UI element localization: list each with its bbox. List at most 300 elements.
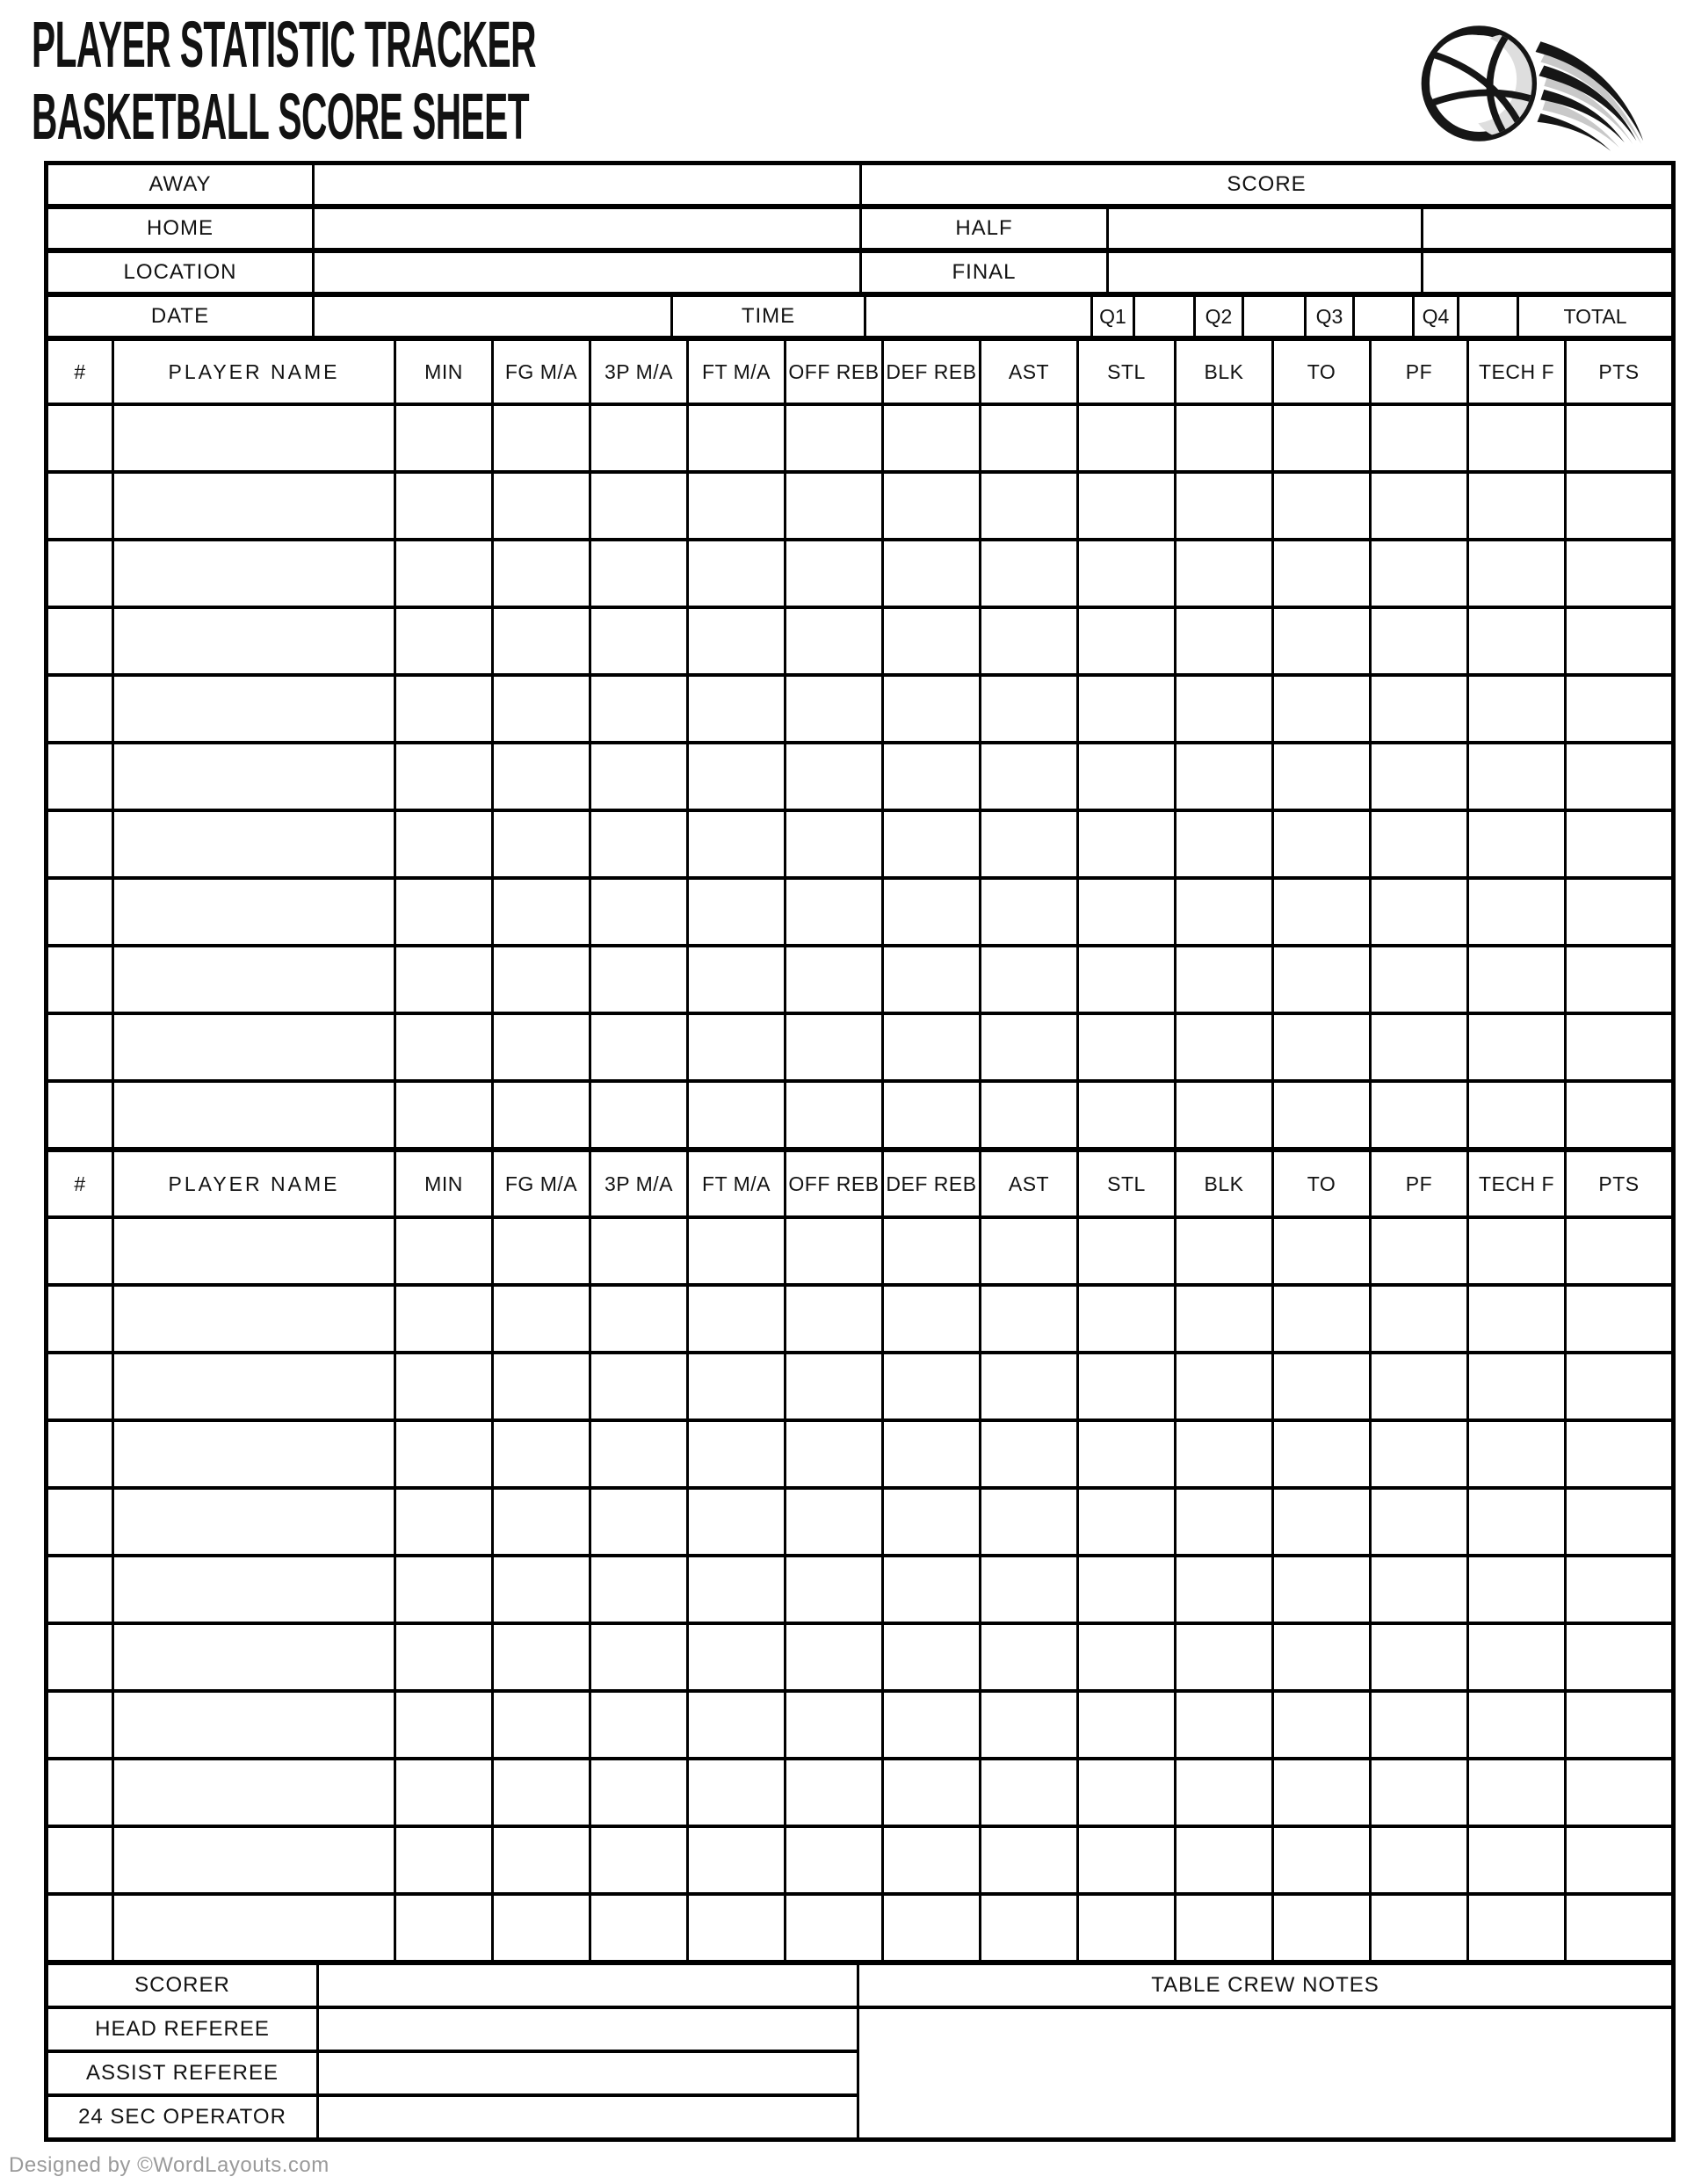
blk-cell[interactable] bbox=[1177, 1422, 1271, 1486]
pf-cell[interactable] bbox=[1372, 1828, 1466, 1892]
min-cell[interactable] bbox=[396, 609, 491, 673]
off-reb-cell[interactable] bbox=[786, 406, 881, 470]
fg-cell[interactable] bbox=[494, 947, 589, 1012]
player-number-cell[interactable] bbox=[48, 677, 112, 741]
tech-f-cell[interactable] bbox=[1469, 1354, 1564, 1419]
fg-cell[interactable] bbox=[494, 1693, 589, 1757]
player-number-cell[interactable] bbox=[48, 541, 112, 606]
player-name-cell[interactable] bbox=[114, 677, 394, 741]
blk-cell[interactable] bbox=[1177, 677, 1271, 741]
ft-cell[interactable] bbox=[689, 1557, 784, 1622]
stl-cell[interactable] bbox=[1079, 1083, 1174, 1147]
ft-cell[interactable] bbox=[689, 880, 784, 944]
3p-cell[interactable] bbox=[591, 1287, 686, 1351]
stl-cell[interactable] bbox=[1079, 541, 1174, 606]
3p-cell[interactable] bbox=[591, 1219, 686, 1283]
off-reb-cell[interactable] bbox=[786, 1015, 881, 1079]
to-cell[interactable] bbox=[1274, 609, 1369, 673]
ast-cell[interactable] bbox=[981, 1490, 1076, 1554]
head-referee-input-cell[interactable] bbox=[319, 2009, 857, 2050]
half-score-home-cell[interactable] bbox=[1423, 209, 1671, 248]
to-cell[interactable] bbox=[1274, 1693, 1369, 1757]
fg-cell[interactable] bbox=[494, 677, 589, 741]
player-name-cell[interactable] bbox=[114, 1083, 394, 1147]
player-name-cell[interactable] bbox=[114, 744, 394, 809]
shot-clock-operator-input-cell[interactable] bbox=[319, 2097, 857, 2137]
fg-cell[interactable] bbox=[494, 474, 589, 538]
player-name-cell[interactable] bbox=[114, 880, 394, 944]
pts-cell[interactable] bbox=[1567, 947, 1671, 1012]
tech-f-cell[interactable] bbox=[1469, 1760, 1564, 1825]
player-name-cell[interactable] bbox=[114, 541, 394, 606]
min-cell[interactable] bbox=[396, 1219, 491, 1283]
pts-cell[interactable] bbox=[1567, 1625, 1671, 1689]
ft-cell[interactable] bbox=[689, 474, 784, 538]
player-name-cell[interactable] bbox=[114, 1015, 394, 1079]
fg-cell[interactable] bbox=[494, 1287, 589, 1351]
to-cell[interactable] bbox=[1274, 1760, 1369, 1825]
pf-cell[interactable] bbox=[1372, 1896, 1466, 1960]
pts-cell[interactable] bbox=[1567, 1896, 1671, 1960]
pts-cell[interactable] bbox=[1567, 541, 1671, 606]
def-reb-cell[interactable] bbox=[884, 947, 979, 1012]
player-name-cell[interactable] bbox=[114, 406, 394, 470]
def-reb-cell[interactable] bbox=[884, 609, 979, 673]
player-number-cell[interactable] bbox=[48, 1557, 112, 1622]
player-name-cell[interactable] bbox=[114, 1693, 394, 1757]
stl-cell[interactable] bbox=[1079, 677, 1174, 741]
blk-cell[interactable] bbox=[1177, 880, 1271, 944]
tech-f-cell[interactable] bbox=[1469, 1490, 1564, 1554]
ast-cell[interactable] bbox=[981, 1015, 1076, 1079]
tech-f-cell[interactable] bbox=[1469, 406, 1564, 470]
player-number-cell[interactable] bbox=[48, 1015, 112, 1079]
min-cell[interactable] bbox=[396, 1693, 491, 1757]
ft-cell[interactable] bbox=[689, 609, 784, 673]
ft-cell[interactable] bbox=[689, 1354, 784, 1419]
def-reb-cell[interactable] bbox=[884, 474, 979, 538]
player-name-cell[interactable] bbox=[114, 1287, 394, 1351]
pf-cell[interactable] bbox=[1372, 677, 1466, 741]
tech-f-cell[interactable] bbox=[1469, 1287, 1564, 1351]
3p-cell[interactable] bbox=[591, 1896, 686, 1960]
pf-cell[interactable] bbox=[1372, 1354, 1466, 1419]
min-cell[interactable] bbox=[396, 1828, 491, 1892]
player-number-cell[interactable] bbox=[48, 947, 112, 1012]
fg-cell[interactable] bbox=[494, 1625, 589, 1689]
player-name-cell[interactable] bbox=[114, 812, 394, 876]
off-reb-cell[interactable] bbox=[786, 880, 881, 944]
player-number-cell[interactable] bbox=[48, 812, 112, 876]
off-reb-cell[interactable] bbox=[786, 474, 881, 538]
blk-cell[interactable] bbox=[1177, 1828, 1271, 1892]
ft-cell[interactable] bbox=[689, 1760, 784, 1825]
tech-f-cell[interactable] bbox=[1469, 1083, 1564, 1147]
player-name-cell[interactable] bbox=[114, 947, 394, 1012]
to-cell[interactable] bbox=[1274, 1557, 1369, 1622]
min-cell[interactable] bbox=[396, 744, 491, 809]
ast-cell[interactable] bbox=[981, 1896, 1076, 1960]
player-number-cell[interactable] bbox=[48, 1083, 112, 1147]
tech-f-cell[interactable] bbox=[1469, 744, 1564, 809]
off-reb-cell[interactable] bbox=[786, 1625, 881, 1689]
off-reb-cell[interactable] bbox=[786, 744, 881, 809]
to-cell[interactable] bbox=[1274, 1083, 1369, 1147]
player-name-cell[interactable] bbox=[114, 1625, 394, 1689]
ft-cell[interactable] bbox=[689, 1422, 784, 1486]
player-name-cell[interactable] bbox=[114, 474, 394, 538]
player-number-cell[interactable] bbox=[48, 406, 112, 470]
ft-cell[interactable] bbox=[689, 1287, 784, 1351]
ast-cell[interactable] bbox=[981, 947, 1076, 1012]
fg-cell[interactable] bbox=[494, 812, 589, 876]
to-cell[interactable] bbox=[1274, 1287, 1369, 1351]
time-input-cell[interactable] bbox=[866, 297, 1090, 336]
ast-cell[interactable] bbox=[981, 1287, 1076, 1351]
pts-cell[interactable] bbox=[1567, 880, 1671, 944]
off-reb-cell[interactable] bbox=[786, 677, 881, 741]
tech-f-cell[interactable] bbox=[1469, 1557, 1564, 1622]
fg-cell[interactable] bbox=[494, 1083, 589, 1147]
stl-cell[interactable] bbox=[1079, 1219, 1174, 1283]
ft-cell[interactable] bbox=[689, 1015, 784, 1079]
pf-cell[interactable] bbox=[1372, 947, 1466, 1012]
pts-cell[interactable] bbox=[1567, 1083, 1671, 1147]
player-name-cell[interactable] bbox=[114, 1828, 394, 1892]
pts-cell[interactable] bbox=[1567, 744, 1671, 809]
pf-cell[interactable] bbox=[1372, 1625, 1466, 1689]
player-name-cell[interactable] bbox=[114, 1354, 394, 1419]
tech-f-cell[interactable] bbox=[1469, 474, 1564, 538]
3p-cell[interactable] bbox=[591, 541, 686, 606]
stl-cell[interactable] bbox=[1079, 1625, 1174, 1689]
off-reb-cell[interactable] bbox=[786, 947, 881, 1012]
player-number-cell[interactable] bbox=[48, 1287, 112, 1351]
off-reb-cell[interactable] bbox=[786, 1354, 881, 1419]
ast-cell[interactable] bbox=[981, 1422, 1076, 1486]
tech-f-cell[interactable] bbox=[1469, 1828, 1564, 1892]
pf-cell[interactable] bbox=[1372, 1693, 1466, 1757]
def-reb-cell[interactable] bbox=[884, 406, 979, 470]
fg-cell[interactable] bbox=[494, 1354, 589, 1419]
fg-cell[interactable] bbox=[494, 406, 589, 470]
pf-cell[interactable] bbox=[1372, 1422, 1466, 1486]
pts-cell[interactable] bbox=[1567, 1219, 1671, 1283]
off-reb-cell[interactable] bbox=[786, 1287, 881, 1351]
pf-cell[interactable] bbox=[1372, 609, 1466, 673]
stl-cell[interactable] bbox=[1079, 1490, 1174, 1554]
assist-referee-input-cell[interactable] bbox=[319, 2053, 857, 2093]
blk-cell[interactable] bbox=[1177, 1083, 1271, 1147]
stl-cell[interactable] bbox=[1079, 474, 1174, 538]
q1-score-cell[interactable] bbox=[1135, 297, 1193, 336]
fg-cell[interactable] bbox=[494, 1015, 589, 1079]
blk-cell[interactable] bbox=[1177, 406, 1271, 470]
player-name-cell[interactable] bbox=[114, 1490, 394, 1554]
ast-cell[interactable] bbox=[981, 1828, 1076, 1892]
3p-cell[interactable] bbox=[591, 1828, 686, 1892]
ft-cell[interactable] bbox=[689, 1828, 784, 1892]
def-reb-cell[interactable] bbox=[884, 1828, 979, 1892]
3p-cell[interactable] bbox=[591, 947, 686, 1012]
to-cell[interactable] bbox=[1274, 1896, 1369, 1960]
player-name-cell[interactable] bbox=[114, 1557, 394, 1622]
3p-cell[interactable] bbox=[591, 880, 686, 944]
player-name-cell[interactable] bbox=[114, 1896, 394, 1960]
stl-cell[interactable] bbox=[1079, 1354, 1174, 1419]
pts-cell[interactable] bbox=[1567, 1354, 1671, 1419]
3p-cell[interactable] bbox=[591, 1490, 686, 1554]
tech-f-cell[interactable] bbox=[1469, 1693, 1564, 1757]
stl-cell[interactable] bbox=[1079, 1557, 1174, 1622]
player-number-cell[interactable] bbox=[48, 474, 112, 538]
3p-cell[interactable] bbox=[591, 1015, 686, 1079]
date-input-cell[interactable] bbox=[315, 297, 670, 336]
player-name-cell[interactable] bbox=[114, 609, 394, 673]
pf-cell[interactable] bbox=[1372, 1490, 1466, 1554]
ft-cell[interactable] bbox=[689, 541, 784, 606]
def-reb-cell[interactable] bbox=[884, 1083, 979, 1147]
pts-cell[interactable] bbox=[1567, 1422, 1671, 1486]
player-number-cell[interactable] bbox=[48, 1490, 112, 1554]
tech-f-cell[interactable] bbox=[1469, 1625, 1564, 1689]
off-reb-cell[interactable] bbox=[786, 1828, 881, 1892]
to-cell[interactable] bbox=[1274, 744, 1369, 809]
pf-cell[interactable] bbox=[1372, 1015, 1466, 1079]
stl-cell[interactable] bbox=[1079, 1287, 1174, 1351]
min-cell[interactable] bbox=[396, 541, 491, 606]
3p-cell[interactable] bbox=[591, 1760, 686, 1825]
off-reb-cell[interactable] bbox=[786, 1693, 881, 1757]
blk-cell[interactable] bbox=[1177, 812, 1271, 876]
pf-cell[interactable] bbox=[1372, 1557, 1466, 1622]
to-cell[interactable] bbox=[1274, 1828, 1369, 1892]
blk-cell[interactable] bbox=[1177, 1287, 1271, 1351]
to-cell[interactable] bbox=[1274, 677, 1369, 741]
tech-f-cell[interactable] bbox=[1469, 947, 1564, 1012]
blk-cell[interactable] bbox=[1177, 1219, 1271, 1283]
off-reb-cell[interactable] bbox=[786, 1083, 881, 1147]
ast-cell[interactable] bbox=[981, 1693, 1076, 1757]
fg-cell[interactable] bbox=[494, 609, 589, 673]
ft-cell[interactable] bbox=[689, 947, 784, 1012]
ft-cell[interactable] bbox=[689, 406, 784, 470]
min-cell[interactable] bbox=[396, 1287, 491, 1351]
ast-cell[interactable] bbox=[981, 1083, 1076, 1147]
stl-cell[interactable] bbox=[1079, 812, 1174, 876]
3p-cell[interactable] bbox=[591, 406, 686, 470]
ast-cell[interactable] bbox=[981, 1557, 1076, 1622]
fg-cell[interactable] bbox=[494, 1490, 589, 1554]
ast-cell[interactable] bbox=[981, 880, 1076, 944]
blk-cell[interactable] bbox=[1177, 1490, 1271, 1554]
stl-cell[interactable] bbox=[1079, 1760, 1174, 1825]
def-reb-cell[interactable] bbox=[884, 1422, 979, 1486]
pf-cell[interactable] bbox=[1372, 880, 1466, 944]
def-reb-cell[interactable] bbox=[884, 541, 979, 606]
fg-cell[interactable] bbox=[494, 541, 589, 606]
min-cell[interactable] bbox=[396, 1015, 491, 1079]
stl-cell[interactable] bbox=[1079, 947, 1174, 1012]
blk-cell[interactable] bbox=[1177, 609, 1271, 673]
q4-score-cell[interactable] bbox=[1459, 297, 1517, 336]
def-reb-cell[interactable] bbox=[884, 1896, 979, 1960]
player-number-cell[interactable] bbox=[48, 1896, 112, 1960]
pts-cell[interactable] bbox=[1567, 677, 1671, 741]
tech-f-cell[interactable] bbox=[1469, 541, 1564, 606]
tech-f-cell[interactable] bbox=[1469, 1015, 1564, 1079]
ast-cell[interactable] bbox=[981, 812, 1076, 876]
ast-cell[interactable] bbox=[981, 677, 1076, 741]
def-reb-cell[interactable] bbox=[884, 1693, 979, 1757]
player-number-cell[interactable] bbox=[48, 1625, 112, 1689]
def-reb-cell[interactable] bbox=[884, 1557, 979, 1622]
stl-cell[interactable] bbox=[1079, 880, 1174, 944]
player-name-cell[interactable] bbox=[114, 1219, 394, 1283]
pf-cell[interactable] bbox=[1372, 1287, 1466, 1351]
stl-cell[interactable] bbox=[1079, 744, 1174, 809]
off-reb-cell[interactable] bbox=[786, 1490, 881, 1554]
blk-cell[interactable] bbox=[1177, 1896, 1271, 1960]
blk-cell[interactable] bbox=[1177, 1760, 1271, 1825]
def-reb-cell[interactable] bbox=[884, 1490, 979, 1554]
ft-cell[interactable] bbox=[689, 744, 784, 809]
ft-cell[interactable] bbox=[689, 812, 784, 876]
to-cell[interactable] bbox=[1274, 880, 1369, 944]
player-number-cell[interactable] bbox=[48, 1693, 112, 1757]
to-cell[interactable] bbox=[1274, 1354, 1369, 1419]
off-reb-cell[interactable] bbox=[786, 609, 881, 673]
tech-f-cell[interactable] bbox=[1469, 880, 1564, 944]
to-cell[interactable] bbox=[1274, 474, 1369, 538]
def-reb-cell[interactable] bbox=[884, 1015, 979, 1079]
min-cell[interactable] bbox=[396, 880, 491, 944]
ast-cell[interactable] bbox=[981, 541, 1076, 606]
pts-cell[interactable] bbox=[1567, 1828, 1671, 1892]
min-cell[interactable] bbox=[396, 1490, 491, 1554]
tech-f-cell[interactable] bbox=[1469, 1896, 1564, 1960]
ft-cell[interactable] bbox=[689, 1219, 784, 1283]
min-cell[interactable] bbox=[396, 1557, 491, 1622]
player-number-cell[interactable] bbox=[48, 880, 112, 944]
pts-cell[interactable] bbox=[1567, 812, 1671, 876]
min-cell[interactable] bbox=[396, 812, 491, 876]
3p-cell[interactable] bbox=[591, 1625, 686, 1689]
to-cell[interactable] bbox=[1274, 1625, 1369, 1689]
q2-score-cell[interactable] bbox=[1244, 297, 1304, 336]
pf-cell[interactable] bbox=[1372, 474, 1466, 538]
blk-cell[interactable] bbox=[1177, 541, 1271, 606]
off-reb-cell[interactable] bbox=[786, 1760, 881, 1825]
tech-f-cell[interactable] bbox=[1469, 1422, 1564, 1486]
off-reb-cell[interactable] bbox=[786, 541, 881, 606]
3p-cell[interactable] bbox=[591, 1693, 686, 1757]
pts-cell[interactable] bbox=[1567, 1490, 1671, 1554]
ast-cell[interactable] bbox=[981, 744, 1076, 809]
to-cell[interactable] bbox=[1274, 1422, 1369, 1486]
off-reb-cell[interactable] bbox=[786, 1219, 881, 1283]
def-reb-cell[interactable] bbox=[884, 812, 979, 876]
fg-cell[interactable] bbox=[494, 880, 589, 944]
away-input-cell[interactable] bbox=[315, 165, 859, 204]
blk-cell[interactable] bbox=[1177, 1693, 1271, 1757]
stl-cell[interactable] bbox=[1079, 1422, 1174, 1486]
blk-cell[interactable] bbox=[1177, 474, 1271, 538]
player-number-cell[interactable] bbox=[48, 1354, 112, 1419]
to-cell[interactable] bbox=[1274, 1490, 1369, 1554]
3p-cell[interactable] bbox=[591, 1354, 686, 1419]
tech-f-cell[interactable] bbox=[1469, 1219, 1564, 1283]
def-reb-cell[interactable] bbox=[884, 1760, 979, 1825]
ft-cell[interactable] bbox=[689, 677, 784, 741]
def-reb-cell[interactable] bbox=[884, 744, 979, 809]
tech-f-cell[interactable] bbox=[1469, 812, 1564, 876]
pts-cell[interactable] bbox=[1567, 1557, 1671, 1622]
pf-cell[interactable] bbox=[1372, 1760, 1466, 1825]
fg-cell[interactable] bbox=[494, 1422, 589, 1486]
min-cell[interactable] bbox=[396, 406, 491, 470]
to-cell[interactable] bbox=[1274, 406, 1369, 470]
fg-cell[interactable] bbox=[494, 744, 589, 809]
pf-cell[interactable] bbox=[1372, 406, 1466, 470]
stl-cell[interactable] bbox=[1079, 406, 1174, 470]
blk-cell[interactable] bbox=[1177, 1557, 1271, 1622]
location-input-cell[interactable] bbox=[315, 253, 859, 292]
3p-cell[interactable] bbox=[591, 1557, 686, 1622]
min-cell[interactable] bbox=[396, 1422, 491, 1486]
pf-cell[interactable] bbox=[1372, 1219, 1466, 1283]
off-reb-cell[interactable] bbox=[786, 1557, 881, 1622]
player-number-cell[interactable] bbox=[48, 1828, 112, 1892]
pts-cell[interactable] bbox=[1567, 1287, 1671, 1351]
3p-cell[interactable] bbox=[591, 1422, 686, 1486]
fg-cell[interactable] bbox=[494, 1219, 589, 1283]
table-crew-notes-area[interactable] bbox=[859, 2009, 1671, 2137]
to-cell[interactable] bbox=[1274, 1219, 1369, 1283]
off-reb-cell[interactable] bbox=[786, 812, 881, 876]
3p-cell[interactable] bbox=[591, 474, 686, 538]
3p-cell[interactable] bbox=[591, 744, 686, 809]
ft-cell[interactable] bbox=[689, 1490, 784, 1554]
pts-cell[interactable] bbox=[1567, 1015, 1671, 1079]
def-reb-cell[interactable] bbox=[884, 1354, 979, 1419]
half-score-away-cell[interactable] bbox=[1109, 209, 1421, 248]
off-reb-cell[interactable] bbox=[786, 1422, 881, 1486]
min-cell[interactable] bbox=[396, 677, 491, 741]
fg-cell[interactable] bbox=[494, 1760, 589, 1825]
ast-cell[interactable] bbox=[981, 1625, 1076, 1689]
scorer-input-cell[interactable] bbox=[319, 1965, 857, 2006]
pf-cell[interactable] bbox=[1372, 744, 1466, 809]
pf-cell[interactable] bbox=[1372, 1083, 1466, 1147]
to-cell[interactable] bbox=[1274, 541, 1369, 606]
ft-cell[interactable] bbox=[689, 1896, 784, 1960]
blk-cell[interactable] bbox=[1177, 947, 1271, 1012]
home-input-cell[interactable] bbox=[315, 209, 859, 248]
def-reb-cell[interactable] bbox=[884, 1287, 979, 1351]
3p-cell[interactable] bbox=[591, 1083, 686, 1147]
def-reb-cell[interactable] bbox=[884, 677, 979, 741]
min-cell[interactable] bbox=[396, 1354, 491, 1419]
player-number-cell[interactable] bbox=[48, 609, 112, 673]
pts-cell[interactable] bbox=[1567, 1693, 1671, 1757]
final-score-home-cell[interactable] bbox=[1423, 253, 1671, 292]
ast-cell[interactable] bbox=[981, 474, 1076, 538]
player-number-cell[interactable] bbox=[48, 1760, 112, 1825]
off-reb-cell[interactable] bbox=[786, 1896, 881, 1960]
pts-cell[interactable] bbox=[1567, 406, 1671, 470]
pf-cell[interactable] bbox=[1372, 812, 1466, 876]
